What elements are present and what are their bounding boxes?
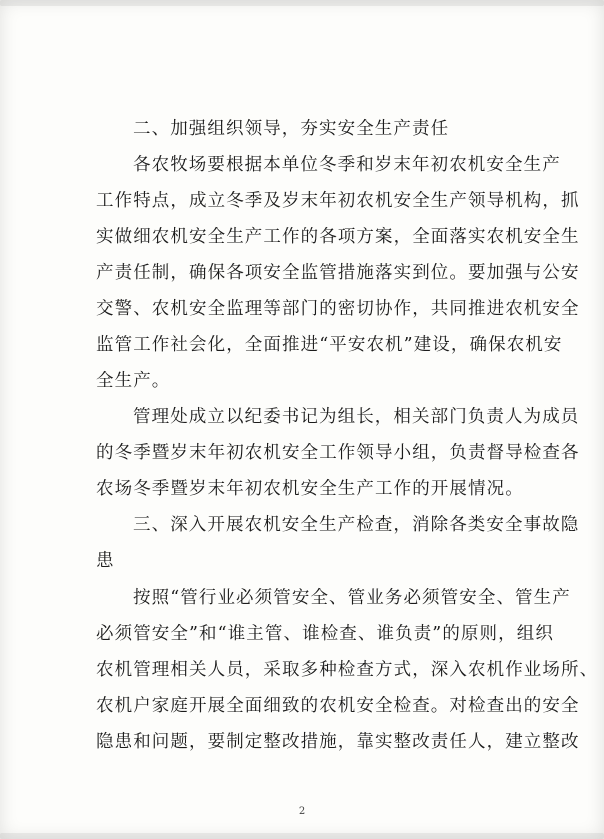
scan-edge-bottom (0, 833, 604, 839)
paragraph-line: 交警、农机安全监理等部门的密切协作，共同推进农机安全 (96, 299, 580, 319)
scan-edge-top (0, 0, 604, 6)
section-heading-3: 三、深入开展农机安全生产检查，消除各类安全事故隐 (133, 515, 580, 535)
paragraph-line: 农场冬季暨岁末年初农机安全生产工作的开展情况。 (96, 479, 524, 499)
paragraph-line: 的冬季暨岁末年初农机安全工作领导小组，负责督导检查各 (96, 443, 580, 463)
paragraph-line: 隐患和问题，要制定整改措施，靠实整改责任人，建立整改 (96, 732, 580, 752)
paragraph-line: 农机管理相关人员，采取多种检查方式，深入农机作业场所、 (96, 660, 599, 680)
paragraph-line: 农机户家庭开展全面细致的农机安全检查。对检查出的安全 (96, 696, 580, 716)
section-heading-3-cont: 患 (96, 551, 115, 571)
paragraph-line: 全生产。 (96, 371, 171, 391)
paragraph-line: 按照“管行业必须管安全、管业务必须管安全、管生产 (133, 588, 571, 608)
page-number: 2 (298, 806, 306, 817)
section-heading-2: 二、加强组织领导，夯实安全生产责任 (133, 119, 450, 139)
paragraph-line: 工作特点，成立冬季及岁末年初农机安全生产领导机构，抓 (96, 191, 580, 211)
paragraph-line: 监管工作社会化，全面推进“平安农机”建设，确保农机安 (96, 335, 563, 355)
paragraph-line: 产责任制，确保各项安全监管措施落实到位。要加强与公安 (96, 263, 580, 283)
paragraph-line: 实做细农机安全生产工作的各项方案，全面落实农机安全生 (96, 227, 580, 247)
paragraph-line: 管理处成立以纪委书记为组长，相关部门负责人为成员 (133, 407, 580, 427)
paragraph-line: 必须管安全”和“谁主管、谁检查、谁负责”的原则，组织 (96, 624, 554, 644)
paragraph-line: 各农牧场要根据本单位冬季和岁末年初农机安全生产 (133, 155, 561, 175)
